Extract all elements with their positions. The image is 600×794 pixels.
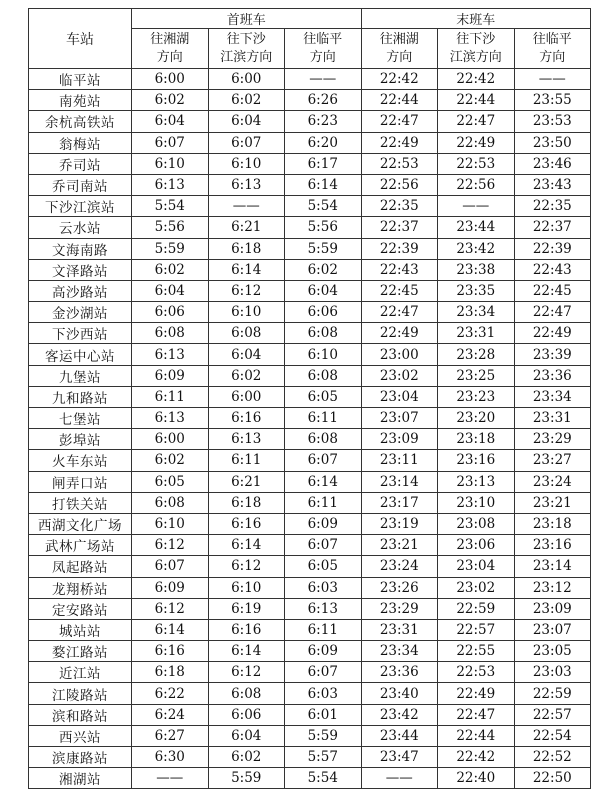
first-linping-time: 6:05 (285, 556, 362, 577)
last-linping-time: 22:37 (514, 217, 591, 238)
first-xianghu-time: 6:00 (132, 69, 209, 90)
table-row (29, 196, 591, 217)
last-linping-time: 23:21 (514, 492, 591, 513)
first-xianghu-time: 6:08 (132, 492, 209, 513)
station-name: 火车东站 (29, 450, 132, 471)
station-name: 婺江路站 (29, 641, 132, 662)
last-xianghu-time: 22:49 (361, 323, 438, 344)
last-xianghu-time: 23:09 (361, 429, 438, 450)
station-name: 闸弄口站 (29, 471, 132, 492)
first-xiasha-time: 5:59 (208, 768, 285, 789)
first-xiasha-time: 6:02 (208, 747, 285, 768)
first-xiasha-time: 6:00 (208, 386, 285, 407)
first-xianghu-time: 5:54 (132, 196, 209, 217)
first-xianghu-time: 6:02 (132, 450, 209, 471)
table-row (29, 323, 591, 344)
table-row (29, 641, 591, 662)
last-xiasha-time: 22:57 (438, 619, 515, 640)
first-linping-time: 5:54 (285, 196, 362, 217)
first-linping-time: 6:02 (285, 259, 362, 280)
first-linping-time: —— (285, 69, 362, 90)
last-xiasha-time: 23:10 (438, 492, 515, 513)
station-name: 定安路站 (29, 598, 132, 619)
first-xianghu-time: 6:07 (132, 556, 209, 577)
first-xianghu-time: 6:10 (132, 153, 209, 174)
last-xiasha-time: 22:59 (438, 598, 515, 619)
first-xianghu-time: 6:02 (132, 259, 209, 280)
station-name: 下沙江滨站 (29, 196, 132, 217)
last-linping-time: 23:53 (514, 111, 591, 132)
last-xiasha-time: 22:56 (438, 174, 515, 195)
last-linping-time: 22:35 (514, 196, 591, 217)
first-xiasha-time: 6:12 (208, 280, 285, 301)
first-linping-time: 6:26 (285, 90, 362, 111)
last-xianghu-time: 22:53 (361, 153, 438, 174)
table-row (29, 90, 591, 111)
last-xiasha-time: 23:28 (438, 344, 515, 365)
table-row (29, 704, 591, 725)
station-name: 客运中心站 (29, 344, 132, 365)
first-xiasha-time: 6:10 (208, 153, 285, 174)
station-name: 七堡站 (29, 408, 132, 429)
first-xianghu-time: 6:06 (132, 302, 209, 323)
last-xianghu-time: 22:35 (361, 196, 438, 217)
last-direction-xianghu: 往湘湖 方向 (361, 29, 438, 69)
first-xianghu-time: 6:08 (132, 323, 209, 344)
table-row (29, 174, 591, 195)
first-linping-time: 6:13 (285, 598, 362, 619)
last-xiasha-time: 22:49 (438, 683, 515, 704)
last-xiasha-time: 22:53 (438, 662, 515, 683)
last-xiasha-time: 22:44 (438, 725, 515, 746)
last-linping-time: 23:34 (514, 386, 591, 407)
last-linping-time: 22:52 (514, 747, 591, 768)
last-xianghu-time: 23:14 (361, 471, 438, 492)
last-xiasha-time: 22:40 (438, 768, 515, 789)
table-row (29, 535, 591, 556)
first-direction-xianghu: 往湘湖 方向 (132, 29, 209, 69)
station-name: 云水站 (29, 217, 132, 238)
last-xianghu-time: 23:44 (361, 725, 438, 746)
first-xianghu-time: 6:13 (132, 174, 209, 195)
table-row (29, 408, 591, 429)
last-xiasha-time: 23:42 (438, 238, 515, 259)
last-xianghu-time: 22:47 (361, 111, 438, 132)
last-linping-time: 23:09 (514, 598, 591, 619)
first-xiasha-time: 6:07 (208, 132, 285, 153)
last-xiasha-time: 22:47 (438, 704, 515, 725)
last-xiasha-time: 22:49 (438, 132, 515, 153)
first-linping-time: 6:07 (285, 662, 362, 683)
first-xiasha-time: 6:10 (208, 302, 285, 323)
last-xianghu-time: 22:45 (361, 280, 438, 301)
timetable-body (29, 69, 591, 789)
first-xianghu-time: 6:30 (132, 747, 209, 768)
station-name: 临平站 (29, 69, 132, 90)
last-linping-time: 23:46 (514, 153, 591, 174)
last-xianghu-time: 22:43 (361, 259, 438, 280)
first-linping-time: 6:07 (285, 450, 362, 471)
last-linping-time: 23:03 (514, 662, 591, 683)
last-xianghu-time: 22:47 (361, 302, 438, 323)
last-xianghu-time: 23:36 (361, 662, 438, 683)
table-row (29, 768, 591, 789)
first-xiasha-time: 6:16 (208, 408, 285, 429)
first-linping-time: 6:05 (285, 386, 362, 407)
last-xiasha-time: 23:18 (438, 429, 515, 450)
first-linping-time: 5:54 (285, 768, 362, 789)
station-name: 翁梅站 (29, 132, 132, 153)
first-xianghu-time: 6:13 (132, 344, 209, 365)
first-linping-time: 6:08 (285, 323, 362, 344)
first-xiasha-time: 6:21 (208, 217, 285, 238)
last-xianghu-time: 23:19 (361, 513, 438, 534)
first-linping-time: 6:09 (285, 641, 362, 662)
first-linping-time: 6:01 (285, 704, 362, 725)
table-row (29, 598, 591, 619)
first-xianghu-time: 6:24 (132, 704, 209, 725)
first-xianghu-time: 6:27 (132, 725, 209, 746)
last-xiasha-time: 22:55 (438, 641, 515, 662)
last-xianghu-time: 23:04 (361, 386, 438, 407)
table-row (29, 238, 591, 259)
first-xianghu-time: 6:09 (132, 577, 209, 598)
first-xiasha-time: 6:16 (208, 619, 285, 640)
first-linping-time: 6:11 (285, 408, 362, 429)
last-xiasha-time: 23:02 (438, 577, 515, 598)
last-xianghu-time: 23:21 (361, 535, 438, 556)
first-linping-time: 5:59 (285, 238, 362, 259)
table-row (29, 662, 591, 683)
first-xianghu-time: 6:13 (132, 408, 209, 429)
last-xianghu-time: —— (361, 768, 438, 789)
last-xianghu-time: 23:34 (361, 641, 438, 662)
last-linping-time: 22:47 (514, 302, 591, 323)
first-xianghu-time: 6:00 (132, 429, 209, 450)
first-train-header: 首班车 (132, 9, 362, 29)
last-xiasha-time: 23:20 (438, 408, 515, 429)
first-linping-time: 6:14 (285, 471, 362, 492)
last-xiasha-time: 23:44 (438, 217, 515, 238)
first-xiasha-time: 6:13 (208, 429, 285, 450)
last-linping-time: 23:31 (514, 408, 591, 429)
last-xianghu-time: 23:42 (361, 704, 438, 725)
last-xiasha-time: 22:42 (438, 69, 515, 90)
first-xiasha-time: 6:13 (208, 174, 285, 195)
first-direction-xiasha: 往下沙 江滨方向 (208, 29, 285, 69)
first-xianghu-time: 6:07 (132, 132, 209, 153)
last-linping-time: 22:49 (514, 323, 591, 344)
first-xianghu-time: —— (132, 768, 209, 789)
station-name: 余杭高铁站 (29, 111, 132, 132)
station-name: 南苑站 (29, 90, 132, 111)
last-direction-xiasha: 往下沙 江滨方向 (438, 29, 515, 69)
station-name: 凤起路站 (29, 556, 132, 577)
last-direction-linping: 往临平 方向 (514, 29, 591, 69)
last-linping-time: 23:27 (514, 450, 591, 471)
first-linping-time: 6:20 (285, 132, 362, 153)
first-linping-time: 5:57 (285, 747, 362, 768)
first-xiasha-time: 6:19 (208, 598, 285, 619)
last-xiasha-time: 23:13 (438, 471, 515, 492)
station-name: 龙翔桥站 (29, 577, 132, 598)
first-xianghu-time: 6:05 (132, 471, 209, 492)
last-xiasha-time: 23:35 (438, 280, 515, 301)
last-linping-time: 23:39 (514, 344, 591, 365)
table-row (29, 492, 591, 513)
last-train-header: 末班车 (361, 9, 591, 29)
first-xiasha-time: 6:18 (208, 238, 285, 259)
last-xianghu-time: 23:47 (361, 747, 438, 768)
first-linping-time: 6:09 (285, 513, 362, 534)
station-name: 近江站 (29, 662, 132, 683)
first-xiasha-time: 6:08 (208, 683, 285, 704)
station-name: 乔司站 (29, 153, 132, 174)
first-xiasha-time: 6:04 (208, 725, 285, 746)
table-row (29, 513, 591, 534)
last-xianghu-time: 22:44 (361, 90, 438, 111)
first-linping-time: 6:03 (285, 683, 362, 704)
first-xianghu-time: 6:12 (132, 535, 209, 556)
last-linping-time: 23:05 (514, 641, 591, 662)
first-linping-time: 6:17 (285, 153, 362, 174)
last-xianghu-time: 22:42 (361, 69, 438, 90)
first-xianghu-time: 6:04 (132, 280, 209, 301)
last-xiasha-time: 23:25 (438, 365, 515, 386)
table-row (29, 259, 591, 280)
last-linping-time: 23:12 (514, 577, 591, 598)
station-name: 文海南路 (29, 238, 132, 259)
first-xiasha-time: 6:08 (208, 323, 285, 344)
first-linping-time: 6:08 (285, 365, 362, 386)
timetable (28, 8, 591, 789)
table-row (29, 69, 591, 90)
first-xiasha-time: 6:12 (208, 662, 285, 683)
last-linping-time: 23:43 (514, 174, 591, 195)
first-linping-time: 6:03 (285, 577, 362, 598)
first-xianghu-time: 5:56 (132, 217, 209, 238)
station-name: 西湖文化广场 (29, 513, 132, 534)
first-xiasha-time: 6:12 (208, 556, 285, 577)
last-xiasha-time: 23:38 (438, 259, 515, 280)
first-xiasha-time: 6:11 (208, 450, 285, 471)
last-xianghu-time: 23:31 (361, 619, 438, 640)
last-xiasha-time: 23:23 (438, 386, 515, 407)
last-xianghu-time: 23:24 (361, 556, 438, 577)
station-name: 乔司南站 (29, 174, 132, 195)
station-name: 滨和路站 (29, 704, 132, 725)
table-row (29, 619, 591, 640)
first-linping-time: 6:11 (285, 619, 362, 640)
station-name: 文泽路站 (29, 259, 132, 280)
first-linping-time: 6:07 (285, 535, 362, 556)
first-xiasha-time: 6:14 (208, 535, 285, 556)
first-direction-linping: 往临平 方向 (285, 29, 362, 69)
first-xianghu-time: 6:14 (132, 619, 209, 640)
station-name: 打铁关站 (29, 492, 132, 513)
first-linping-time: 6:14 (285, 174, 362, 195)
first-xianghu-time: 6:16 (132, 641, 209, 662)
last-linping-time: 23:24 (514, 471, 591, 492)
last-xiasha-time: 23:06 (438, 535, 515, 556)
last-xianghu-time: 23:17 (361, 492, 438, 513)
last-xiasha-time: 22:53 (438, 153, 515, 174)
last-linping-time: 22:54 (514, 725, 591, 746)
last-xiasha-time: 23:16 (438, 450, 515, 471)
last-xiasha-time: 22:47 (438, 111, 515, 132)
first-linping-time: 5:56 (285, 217, 362, 238)
first-xiasha-time: 6:14 (208, 259, 285, 280)
station-name: 湘湖站 (29, 768, 132, 789)
last-linping-time: 22:39 (514, 238, 591, 259)
first-linping-time: 6:08 (285, 429, 362, 450)
station-name: 城站站 (29, 619, 132, 640)
last-xianghu-time: 22:39 (361, 238, 438, 259)
table-row (29, 747, 591, 768)
table-row (29, 471, 591, 492)
first-xianghu-time: 6:04 (132, 111, 209, 132)
table-row (29, 556, 591, 577)
station-name: 九堡站 (29, 365, 132, 386)
first-xiasha-time: —— (208, 196, 285, 217)
last-xianghu-time: 23:11 (361, 450, 438, 471)
station-name: 高沙路站 (29, 280, 132, 301)
first-linping-time: 6:10 (285, 344, 362, 365)
last-xiasha-time: 23:08 (438, 513, 515, 534)
first-xiasha-time: 6:02 (208, 90, 285, 111)
last-xianghu-time: 23:02 (361, 365, 438, 386)
first-xiasha-time: 6:04 (208, 111, 285, 132)
last-xianghu-time: 23:00 (361, 344, 438, 365)
first-xiasha-time: 6:16 (208, 513, 285, 534)
table-row (29, 683, 591, 704)
table-row (29, 725, 591, 746)
station-name: 西兴站 (29, 725, 132, 746)
first-linping-time: 6:11 (285, 492, 362, 513)
last-linping-time: 22:57 (514, 704, 591, 725)
table-row (29, 111, 591, 132)
first-xianghu-time: 6:22 (132, 683, 209, 704)
table-row (29, 386, 591, 407)
last-xianghu-time: 22:37 (361, 217, 438, 238)
first-xiasha-time: 6:04 (208, 344, 285, 365)
last-linping-time: 23:29 (514, 429, 591, 450)
first-xiasha-time: 6:02 (208, 365, 285, 386)
last-linping-time: 23:14 (514, 556, 591, 577)
first-xiasha-time: 6:21 (208, 471, 285, 492)
last-xianghu-time: 22:49 (361, 132, 438, 153)
last-xianghu-time: 23:29 (361, 598, 438, 619)
last-linping-time: 23:50 (514, 132, 591, 153)
station-name: 下沙西站 (29, 323, 132, 344)
first-xianghu-time: 6:12 (132, 598, 209, 619)
first-xiasha-time: 6:10 (208, 577, 285, 598)
station-name: 江陵路站 (29, 683, 132, 704)
table-row (29, 153, 591, 174)
first-linping-time: 6:23 (285, 111, 362, 132)
first-linping-time: 6:04 (285, 280, 362, 301)
first-linping-time: 5:59 (285, 725, 362, 746)
last-linping-time: 23:16 (514, 535, 591, 556)
table-row (29, 344, 591, 365)
last-xiasha-time: 23:04 (438, 556, 515, 577)
last-xianghu-time: 22:56 (361, 174, 438, 195)
table-row (29, 217, 591, 238)
last-linping-time: 23:07 (514, 619, 591, 640)
table-row (29, 429, 591, 450)
first-xiasha-time: 6:18 (208, 492, 285, 513)
last-linping-time: —— (514, 69, 591, 90)
last-linping-time: 22:45 (514, 280, 591, 301)
first-xianghu-time: 6:11 (132, 386, 209, 407)
first-xianghu-time: 6:02 (132, 90, 209, 111)
last-xianghu-time: 23:07 (361, 408, 438, 429)
first-xianghu-time: 6:10 (132, 513, 209, 534)
station-name: 九和路站 (29, 386, 132, 407)
station-name: 滨康路站 (29, 747, 132, 768)
table-row (29, 450, 591, 471)
first-linping-time: 6:06 (285, 302, 362, 323)
last-xiasha-time: 23:34 (438, 302, 515, 323)
table-row (29, 132, 591, 153)
station-name: 金沙湖站 (29, 302, 132, 323)
table-row (29, 365, 591, 386)
last-xiasha-time: 22:42 (438, 747, 515, 768)
last-linping-time: 22:59 (514, 683, 591, 704)
table-row (29, 280, 591, 301)
last-xiasha-time: 22:44 (438, 90, 515, 111)
first-xiasha-time: 6:06 (208, 704, 285, 725)
first-xianghu-time: 6:09 (132, 365, 209, 386)
last-xianghu-time: 23:40 (361, 683, 438, 704)
last-linping-time: 23:36 (514, 365, 591, 386)
station-column-header: 车站 (29, 9, 132, 69)
last-xiasha-time: 23:31 (438, 323, 515, 344)
last-linping-time: 23:18 (514, 513, 591, 534)
last-xianghu-time: 23:26 (361, 577, 438, 598)
first-xianghu-time: 6:18 (132, 662, 209, 683)
station-name: 武林广场站 (29, 535, 132, 556)
last-linping-time: 23:55 (514, 90, 591, 111)
last-linping-time: 22:50 (514, 768, 591, 789)
first-xiasha-time: 6:14 (208, 641, 285, 662)
station-name: 彭埠站 (29, 429, 132, 450)
last-linping-time: 22:43 (514, 259, 591, 280)
last-xiasha-time: —— (438, 196, 515, 217)
table-row (29, 302, 591, 323)
table-row (29, 577, 591, 598)
first-xianghu-time: 5:59 (132, 238, 209, 259)
first-xiasha-time: 6:00 (208, 69, 285, 90)
